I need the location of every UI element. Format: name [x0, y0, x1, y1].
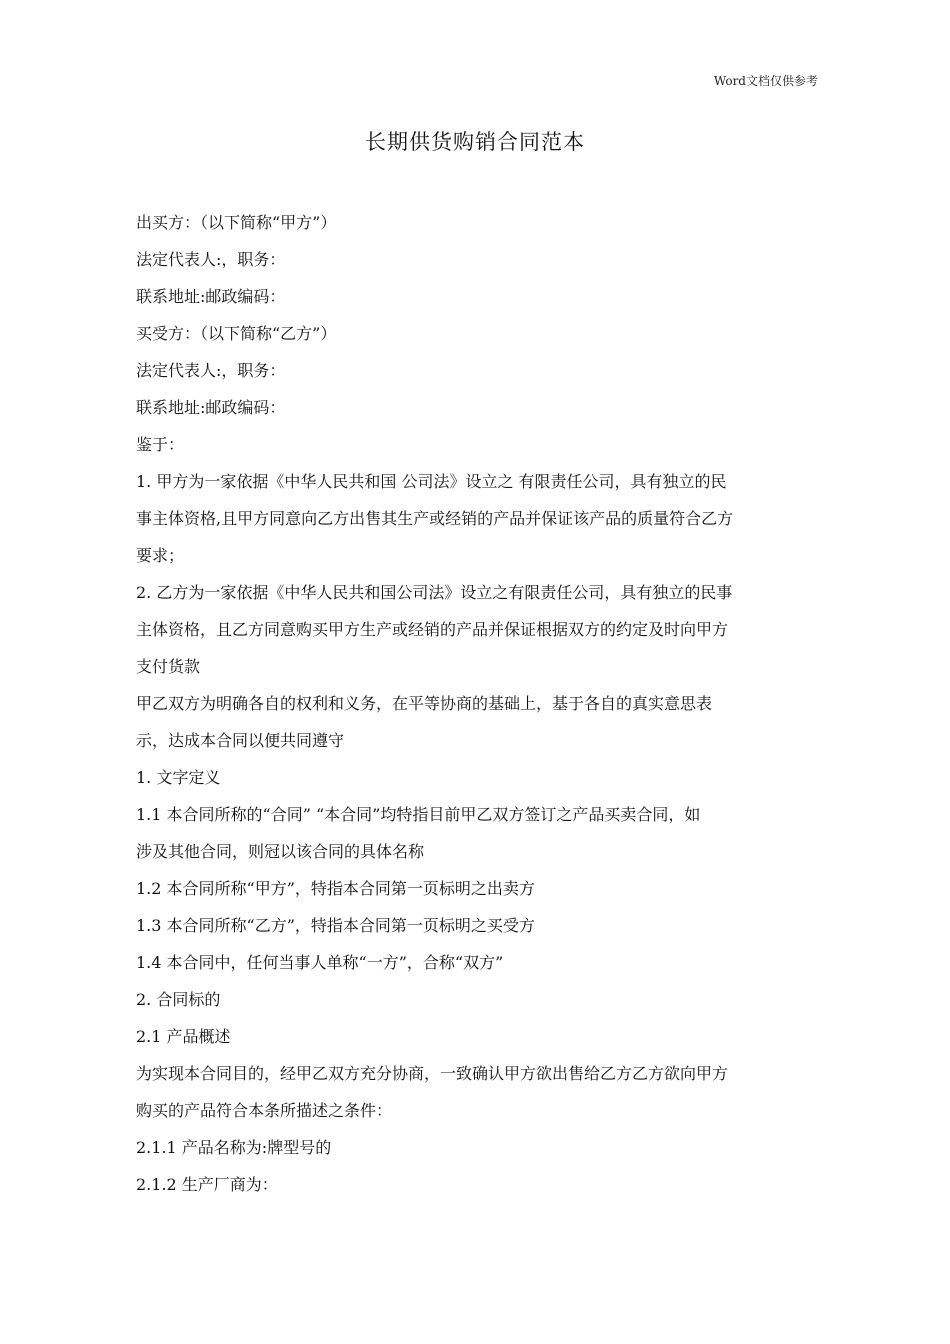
text-line: 1.3 本合同所称“乙方”，特指本合同第一页标明之买受方	[136, 916, 535, 935]
text-line: 2.1.2 生产厂商为：	[136, 1175, 278, 1194]
text-line: 鉴于：	[136, 435, 185, 454]
text-line: 为实现本合同目的，经甲乙双方充分协商，一致确认甲方欲出售给乙方乙方欲向甲方	[136, 1064, 729, 1083]
document-body	[136, 204, 816, 1203]
text-line: 2.1 产品概述	[136, 1027, 231, 1046]
text-line: 1. 文字定义	[136, 768, 221, 787]
text-line: 2. 乙方为一家依据《中华人民共和国公司法》设立之有限责任公司，具有独立的民事	[136, 583, 733, 602]
text-line: 要求；	[136, 546, 185, 565]
text-line: 1.1 本合同所称的“合同” “本合同”均特指目前甲乙双方签订之产品买卖合同，如	[136, 805, 701, 824]
text-line: 买受方：（以下简称“乙方”）	[136, 324, 337, 343]
text-line: 1.4 本合同中，任何当事人单称“一方”，合称“双方”	[136, 953, 504, 972]
text-line: 支付货款	[136, 657, 201, 676]
text-line: 涉及其他合同，则冠以该合同的具体名称	[136, 842, 425, 861]
text-line: 事主体资格,且甲方同意向乙方出售其生产或经销的产品并保证该产品的质量符合乙方	[136, 509, 734, 528]
text-line: 法定代表人:，职务：	[136, 250, 286, 269]
text-line: 1. 甲方为一家依据《中华人民共和国 公司法》设立之 有限责任公司，具有独立的民	[136, 472, 727, 491]
document-title: 长期供货购销合同范本	[365, 130, 585, 154]
text-line: 2. 合同标的	[136, 990, 221, 1009]
text-line: 联系地址:邮政编码：	[136, 398, 286, 417]
text-line: 出买方：（以下简称“甲方”）	[136, 213, 337, 232]
header-note: Word文档仅供参考	[713, 74, 818, 88]
text-line: 购买的产品符合本条所描述之条件：	[136, 1101, 393, 1120]
text-line: 甲乙双方为明确各自的权利和义务，在平等协商的基础上，基于各自的真实意思表	[136, 694, 713, 713]
text-line: 法定代表人:，职务：	[136, 361, 286, 380]
text-line: 2.1.1 产品名称为:牌型号的	[136, 1138, 332, 1157]
text-line: 1.2 本合同所称“甲方”，特指本合同第一页标明之出卖方	[136, 879, 535, 898]
text-line: 主体资格，且乙方同意购买甲方生产或经销的产品并保证根据双方的约定及时向甲方	[136, 620, 729, 639]
text-line: 示，达成本合同以便共同遵守	[136, 731, 345, 750]
text-line: 联系地址:邮政编码：	[136, 287, 286, 306]
